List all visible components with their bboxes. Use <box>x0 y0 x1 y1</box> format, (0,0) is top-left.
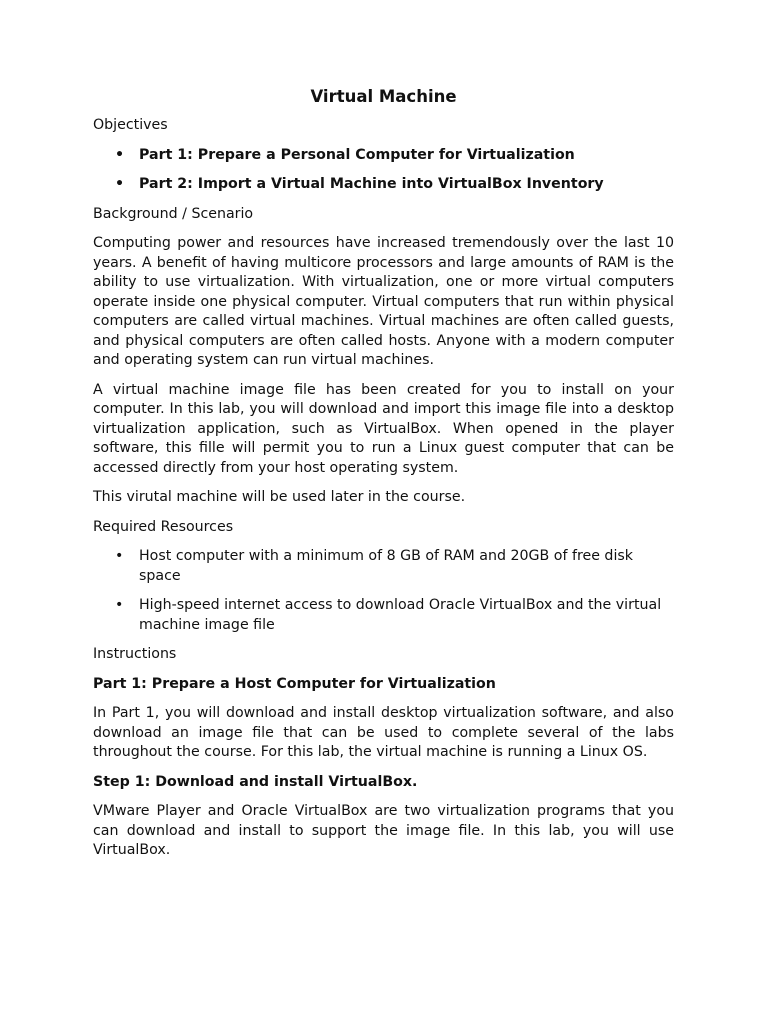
list-item <box>93 547 674 586</box>
part1-paragraph: In Part 1, you will download and install desktop virtualization software, and also download an image file that can be used to complete several of the labs throughout the course. For this lab, the virtual machine is running a Linux OS. <box>93 705 674 760</box>
step1-heading: Step 1: Download and install VirtualBox. <box>93 773 418 790</box>
part1-heading: Part 1: Prepare a Host Computer for Virtualization <box>93 675 496 692</box>
background-paragraph: Computing power and resources have increased tremendously over the last 10 years. A benefit of having multicore processors and large amounts of RAM is the ability to use virtualization. With virtualization, one or more virtual computers operate inside one physical computer. Virtual computers that run within physical computers are called virtual machines. Virtual machines are often called guests, and physical computers are often called hosts. Anyone with a modern computer and operating system can run virtual machines. <box>93 235 674 368</box>
objectives-list <box>93 146 674 195</box>
resources-heading: Required Resources <box>93 518 234 535</box>
objectives-heading: Objectives <box>93 117 168 133</box>
step1-paragraph: VMware Player and Oracle VirtualBox are two virtualization programs that you can download and install to support the image file. In this lab, you will use VirtualBox. <box>93 803 674 858</box>
objective-text: Part 1: Prepare a Personal Computer for Virtualization <box>139 146 575 163</box>
bullet-icon: • <box>115 597 124 613</box>
bullet-icon: • <box>115 176 125 192</box>
background-heading: Background / Scenario <box>93 205 254 222</box>
bullet-icon: • <box>115 146 125 163</box>
resources-list <box>93 547 674 635</box>
list-item <box>93 146 674 166</box>
document-page <box>93 86 674 871</box>
list-item <box>93 596 674 635</box>
background-paragraph: A virtual machine image file has been created for you to install on your computer. In this lab, you will download and import this image file into a desktop virtualization application, such as VirtualBox. When opened in the player software, this fille will permit you to run a Linux guest computer that can be accessed directly from your host operating system. <box>93 381 674 476</box>
background-paragraph: This virutal machine will be used later in the course. <box>93 489 466 505</box>
document-title: Virtual Machine <box>310 87 457 106</box>
objective-text: Part 2: Import a Virtual Machine into VirtualBox Inventory <box>139 176 604 192</box>
bullet-icon: • <box>115 548 124 564</box>
resource-text: High-speed internet access to download Oracle VirtualBox and the virtual machine image file <box>139 597 662 633</box>
resource-text: Host computer with a minimum of 8 GB of RAM and 20GB of free disk space <box>139 548 633 584</box>
instructions-heading: Instructions <box>93 646 177 662</box>
list-item <box>93 175 674 195</box>
